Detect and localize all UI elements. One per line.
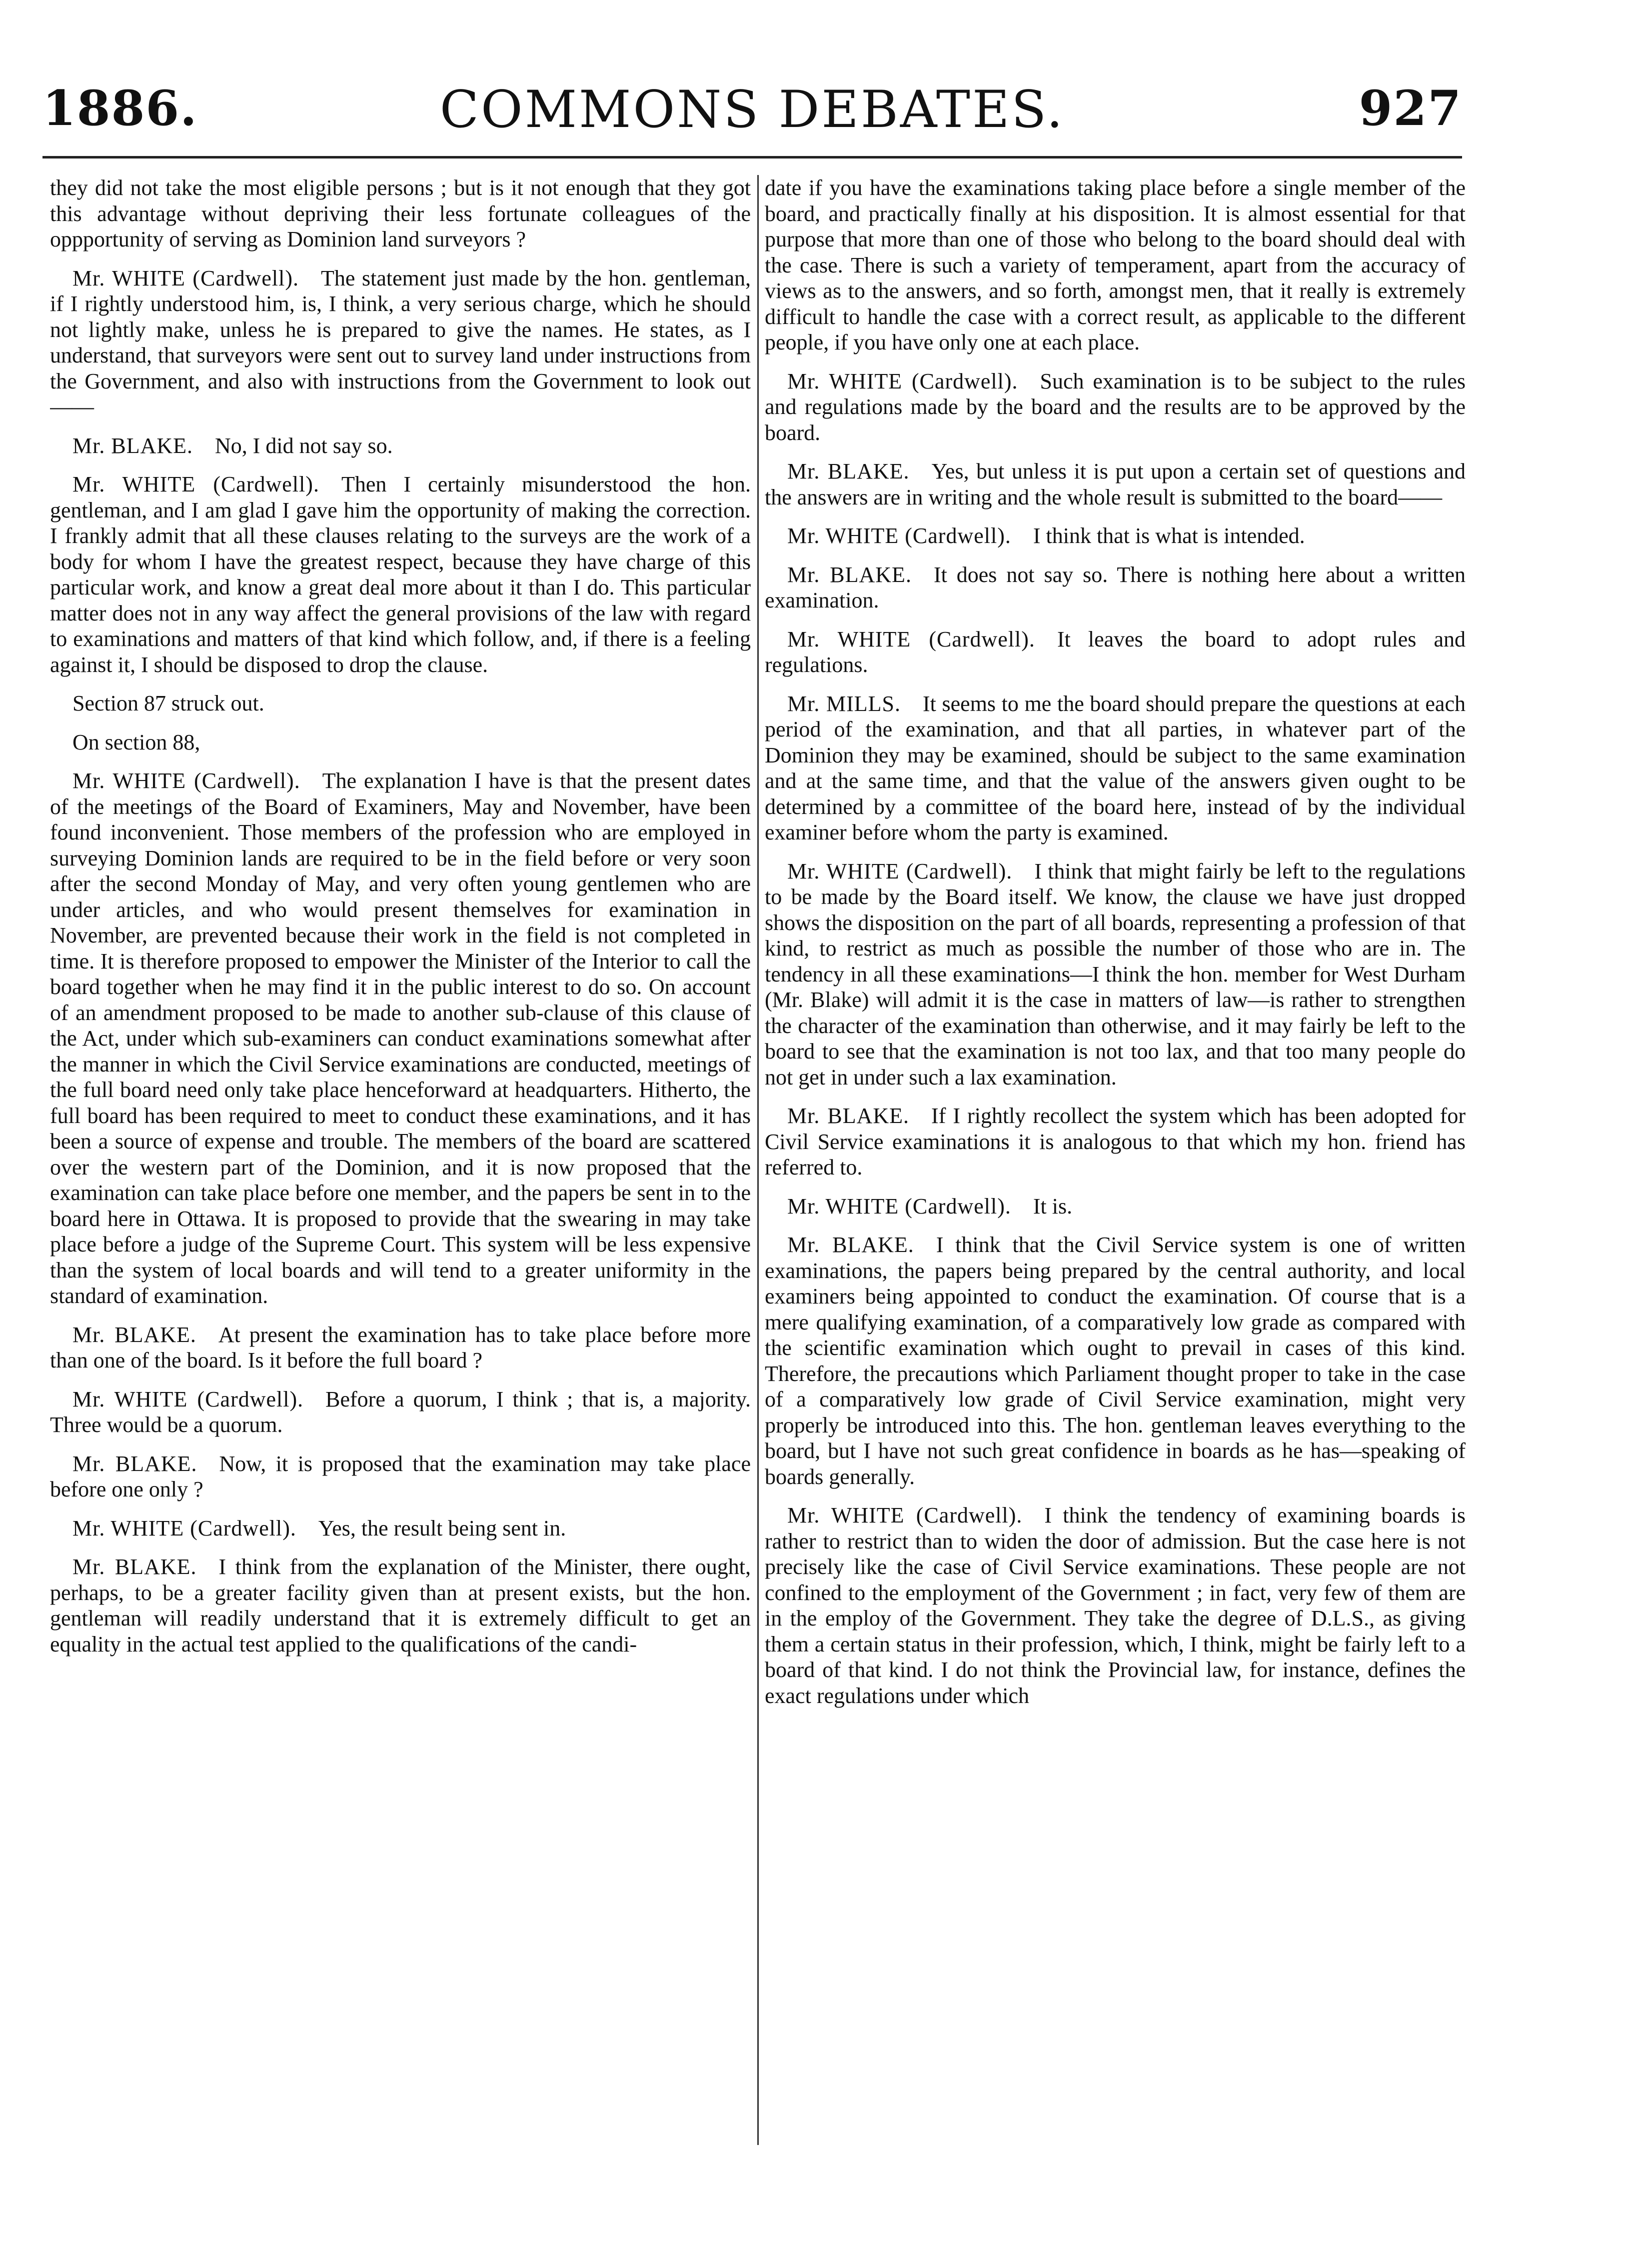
- speaker-name: Mr. WHITE (Cardwell).: [787, 626, 1035, 652]
- paragraph: [765, 858, 1466, 1090]
- paragraph: [765, 1502, 1466, 1708]
- speaker-name: Mr. WHITE (Cardwell).: [787, 1194, 1011, 1218]
- paragraph-text: On section 88,: [72, 730, 200, 754]
- speaker-name: Mr. BLAKE.: [72, 433, 193, 458]
- speaker-name: Mr. WHITE (Cardwell).: [72, 1516, 296, 1540]
- speaker-name: Mr. BLAKE.: [72, 1451, 197, 1476]
- paragraph: [765, 626, 1466, 678]
- paragraph-text: No, I did not say so.: [215, 433, 393, 458]
- speaker-name: Mr. WHITE (Cardwell).: [72, 266, 299, 290]
- header-page-number: 927: [1359, 80, 1462, 136]
- right-column: [765, 175, 1466, 2150]
- speaker-name: Mr. BLAKE.: [72, 1322, 196, 1347]
- column-divider: [757, 175, 759, 2145]
- paragraph: [765, 523, 1466, 549]
- paragraph-text: It seems to me the board should prepare the questions at each period of the examination, and that all parties, in whatever part of the Dominion they may be examined, should be subject to the same examination and at the same time, and that the value of the answers given ought to be determined by a committee of the board here, instead of by the individual examiner before whom the party is examined.: [765, 691, 1466, 844]
- paragraph: [50, 175, 751, 252]
- paragraph: [765, 691, 1466, 846]
- paragraph-text: date if you have the examinations taking place before a single member of the board, and practically finally at his disposition. It is almost essential for that purpose that more than one of those who belong to the board should deal with the case. There is such a variety of temperament, apart from the accuracy of views as to the answers, and so forth, amongst men, that it really is extremely difficult to handle the case with a correct result, as applicable to the different people, if you have only one at each place.: [765, 176, 1466, 354]
- speaker-name: Mr. BLAKE.: [787, 459, 910, 484]
- paragraph-text: The explanation I have is that the present dates of the meetings of the Board of Examiners, May and November, have been found inconvenient. Those members of the profession who are employed in surveying Dominion lands are required to be in the field before or very soon after the second Monday of May, and very often young gentlemen who are under articles, and who would present themselves for examination in November, are prevented because their work in the field is not completed in time. It is therefore proposed to empower the Minister of the Interior to call the board together when he may find it in the public interest to do so. On account of an amendment proposed to be made to another sub-clause of this clause of the Act, under which sub-examiners can conduct examinations somewhat after the manner in which the Civil Service examinations are conducted, meetings of the full board need only take place henceforward at headquarters. Hitherto, the full board has been required to meet to conduct these examinations, and it has been a source of expense and trouble. The members of the board are scattered over the western part of the Dominion, and it is now proposed that the examination can take place before one member, and the papers be sent in to the board here in Ottawa. It is proposed to provide that the swearing in may take place before a judge of the Supreme Court. This system will be less expensive than the system of local boards and will tend to a greater uniformity in the standard of examination.: [50, 768, 751, 1308]
- speaker-name: Mr. BLAKE.: [72, 1554, 197, 1579]
- paragraph: [50, 472, 751, 678]
- speaker-name: Mr. WHITE (Cardwell).: [787, 858, 1013, 884]
- speaker-name: Mr. WHITE (Cardwell).: [787, 524, 1011, 548]
- paragraph-text: Then I certainly misunderstood the hon. gentleman, and I am glad I gave him the opportunity of making the correction. I frankly admit that all these clauses relating to the surveys are the work of a body for whom I have the greatest respect, because they have charge of this particular work, and know a great deal more about it than I do. This particular matter does not in any way affect the general provisions of the law with regard to examinations and matters of that kind which follow, and, if there is a feeling against it, I should be disposed to drop the clause.: [50, 472, 751, 677]
- paragraph-text: Section 87 struck out.: [72, 691, 264, 716]
- paragraph: [50, 730, 751, 756]
- paragraph: [50, 1554, 751, 1657]
- paragraph: [50, 690, 751, 716]
- paragraph: [50, 1451, 751, 1502]
- paragraph-text: I think that the Civil Service system is one of written examinations, the papers being prepared by the central authority, and local examiners being appointed to conduct the examination. Of course that is a mere qualifying examination, of a comparatively low grade as compared with the scientific examination which ought to prevail in cases of this kind. Therefore, the precautions which Parliament thought proper to take in the case of a comparatively low grade of Civil Service examination, might very properly be introduced into this. The hon. gentleman leaves everything to the board, but I have not such great confidence in boards as he has—speaking of boards generally.: [765, 1232, 1466, 1489]
- paragraph-text: I think the tendency of examining boards is rather to restrict than to widen the door of admission. But the case here is not precisely like the case of Civil Service examinations. These people are not confined to the employment of the Government ; in fact, very few of them are in the employ of the Government. They take the degree of D.L.S., as giving them a certain status in their profession, which, I think, might be fairly left to a board of that kind. I do not think the Provincial law, for instance, defines the exact regulations under which: [765, 1503, 1466, 1708]
- speaker-name: Mr. WHITE (Cardwell).: [72, 472, 319, 496]
- paragraph-text: they did not take the most eligible persons ; but is it not enough that they got this advantage without depriving their less fortunate colleagues of the oppportunity of serving as Dominion land surveyors ?: [50, 176, 751, 252]
- paragraph: [50, 1322, 751, 1374]
- header-year: 1886.: [42, 80, 198, 136]
- paragraph: [50, 433, 751, 459]
- speaker-name: Mr. BLAKE.: [787, 1232, 914, 1257]
- speaker-name: Mr. BLAKE.: [787, 1104, 910, 1128]
- page-header: [42, 80, 1462, 155]
- left-column: [50, 175, 751, 2150]
- speaker-name: Mr. WHITE (Cardwell).: [72, 1386, 304, 1412]
- header-title: COMMONS DEBATES.: [439, 80, 1065, 140]
- paragraph-text: Such examination is to be subject to the rules and regulations made by the board and the results are to be approved by the board.: [765, 368, 1466, 445]
- header-rule: [42, 156, 1462, 158]
- paragraph: [765, 562, 1466, 614]
- paragraph-text: Now, it is proposed that the examination may take place before one only ?: [50, 1451, 751, 1502]
- paragraph-text: The statement just made by the hon. gentleman, if I rightly understood him, is, I think, a very serious charge, which he should not lightly make, unless he is prepared to give the names. He states, as I understand, that surveyors were sent out to survey land under instructions from the Government, and also with instructions from the Government to look out——: [50, 266, 751, 419]
- speaker-name: Mr. WHITE (Cardwell).: [787, 1503, 1023, 1528]
- paragraph: [765, 1194, 1466, 1220]
- paragraph: [765, 175, 1466, 356]
- paragraph-text: At present the examination has to take place before more than one of the board. Is it before the full board ?: [50, 1322, 751, 1372]
- paragraph-text: Yes, but unless it is put upon a certain set of questions and the answers are in writing and the whole result is submitted to the board——: [765, 459, 1466, 510]
- paragraph: [50, 768, 751, 1309]
- paragraph-text: It is.: [1033, 1194, 1073, 1218]
- paragraph: [765, 368, 1466, 446]
- paragraph: [765, 1103, 1466, 1180]
- paragraph-text: I think from the explanation of the Minister, there ought, perhaps, to be a greater facility given than at present exists, but the hon. gentleman will readily understand that it is extremely difficult to get an equality in the actual test applied to the qualifications of the candi-: [50, 1554, 751, 1656]
- paragraph-text: It does not say so. There is nothing here about a written examination.: [765, 562, 1466, 612]
- paragraph: [50, 1516, 751, 1542]
- paragraph: [765, 1232, 1466, 1490]
- paragraph: [50, 1386, 751, 1438]
- paragraph-text: If I rightly recollect the system which has been adopted for Civil Service examinations it is analogous to that which my hon. friend has referred to.: [765, 1104, 1466, 1180]
- paragraph-text: I think that is what is intended.: [1033, 524, 1305, 548]
- paragraph: [50, 266, 751, 420]
- speaker-name: Mr. MILLS.: [787, 691, 901, 716]
- speaker-name: Mr. WHITE (Cardwell).: [72, 768, 300, 793]
- speaker-name: Mr. WHITE (Cardwell).: [787, 368, 1018, 394]
- paragraph-text: Before a quorum, I think ; that is, a majority. Three would be a quorum.: [50, 1386, 751, 1437]
- paragraph-text: It leaves the board to adopt rules and regulations.: [765, 626, 1466, 677]
- paragraph-text: I think that might fairly be left to the regulations to be made by the Board itself. We know, the clause we have just dropped shows the disposition on the part of all boards, representing a profession of that kind, to restrict as much as possible the number of those who are in. The tendency in all these examinations—I think the hon. member for West Durham (Mr. Blake) will admit it is the case in matters of law—is rather to strengthen the character of the examination than otherwise, and it may fairly be left to the board to see that the examination is not too lax, and that too many people do not get in under such a lax examination.: [765, 858, 1466, 1090]
- paragraph: [765, 458, 1466, 510]
- speaker-name: Mr. BLAKE.: [787, 562, 912, 587]
- paragraph-text: Yes, the result being sent in.: [318, 1516, 566, 1540]
